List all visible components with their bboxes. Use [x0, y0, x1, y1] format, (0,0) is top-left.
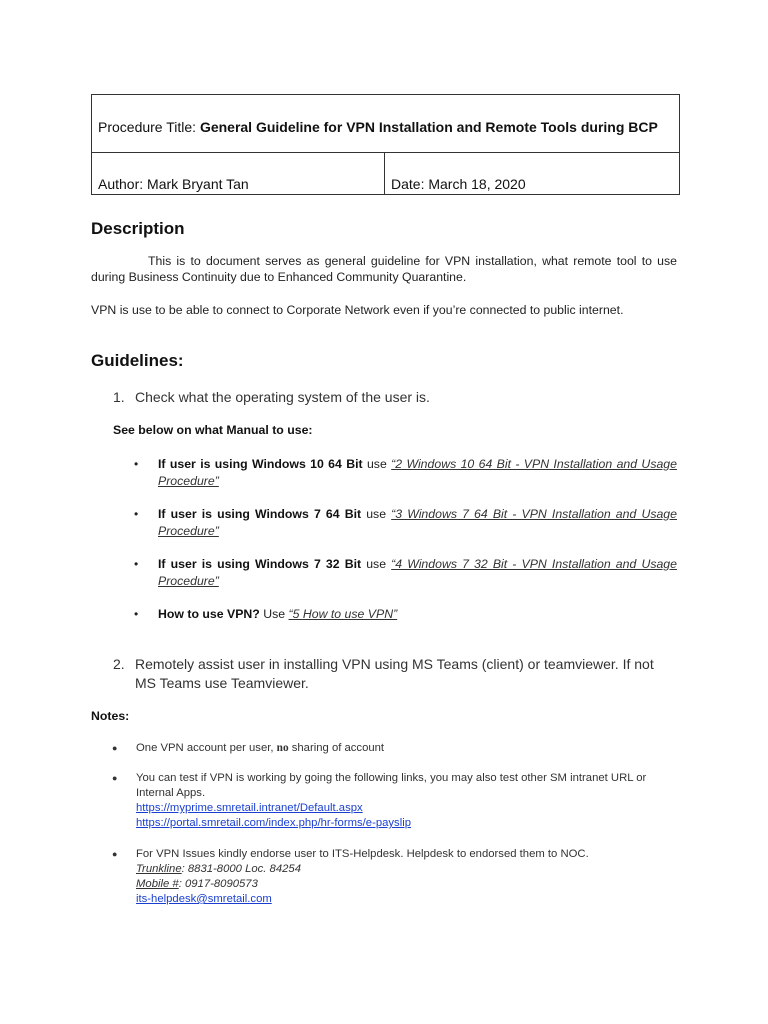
bullet-use-text: use — [361, 557, 392, 571]
date-cell: Date: March 18, 2020 — [391, 176, 526, 192]
bullet-condition: If user is using Windows 10 64 Bit — [158, 457, 363, 471]
note-2-text: You can test if VPN is working by going the following links, you may also test other SM intranet URL or Internal Apps. — [136, 772, 647, 799]
procedure-title-cell — [92, 95, 679, 153]
bullet-icon: ● — [112, 743, 118, 753]
mobile-value: : 0917-8090573 — [178, 878, 258, 890]
bullet-icon: • — [134, 607, 139, 621]
procedure-header-table — [91, 94, 680, 195]
guidelines-heading: Guidelines: — [91, 351, 184, 370]
myprime-link[interactable]: https://myprime.smretail.intranet/Default.aspx — [136, 802, 363, 814]
bullet-icon: • — [134, 457, 139, 471]
step-2-number: 2. — [113, 656, 125, 672]
bullet-use-text: Use — [259, 607, 289, 621]
step-1-number: 1. — [113, 389, 125, 405]
note-1-text: One VPN account per user, — [136, 742, 277, 754]
procedure-title-label: Procedure Title: — [98, 119, 200, 135]
step-2-text: Remotely assist user in installing VPN using MS Teams (client) or teamviewer. If not MS Teams use Teamviewer. — [135, 656, 654, 691]
procedure-title: General Guideline for VPN Installation and Remote Tools during BCP — [199, 119, 658, 135]
description-paragraph-2: VPN is use to be able to connect to Corporate Network even if you’re connected to public internet. — [91, 303, 624, 317]
bullet-use-text: use — [362, 457, 392, 471]
bullet-icon: • — [134, 507, 139, 521]
bullet-icon: • — [134, 557, 139, 571]
bullet-condition: How to use VPN? — [158, 607, 260, 621]
helpdesk-email-link[interactable]: its-helpdesk@smretail.com — [136, 893, 272, 905]
note-1-emphasis: no — [276, 742, 289, 754]
description-paragraph-1: This is to document serves as general guideline for VPN installation, what remote tool to use during Business Continuity due to Enhanced Community Quarantine. — [91, 254, 677, 284]
description-heading: Description — [91, 219, 185, 238]
trunkline-value: : 8831-8000 Loc. 84254 — [181, 863, 301, 875]
bullet-condition: If user is using Windows 7 64 Bit — [158, 507, 362, 521]
trunkline-label: Trunkline — [136, 863, 182, 875]
manual-subheading: See below on what Manual to use: — [113, 423, 313, 437]
payslip-link[interactable]: https://portal.smretail.com/index.php/hr-forms/e-payslip — [136, 817, 411, 829]
bullet-condition: If user is using Windows 7 32 Bit — [158, 557, 362, 571]
bullet-icon: ● — [112, 849, 118, 859]
notes-heading: Notes: — [91, 709, 130, 723]
manual-link-win7-32[interactable]: “4 Windows 7 32 Bit - VPN Installation and Usage Procedure” — [158, 557, 677, 588]
note-3-text: For VPN Issues kindly endorse user to ITS-Helpdesk. Helpdesk to endorsed them to NOC. — [136, 848, 589, 860]
step-1-text: Check what the operating system of the user is. — [135, 389, 430, 405]
author-cell: Author: Mark Bryant Tan — [92, 153, 385, 194]
manual-link-how-to-use-vpn[interactable]: “5 How to use VPN” — [288, 607, 398, 621]
manual-link-win10-64[interactable]: “2 Windows 10 64 Bit - VPN Installation and Usage Procedure” — [158, 457, 677, 488]
note-1-text-end: sharing of account — [288, 742, 385, 754]
bullet-icon: ● — [112, 773, 118, 783]
manual-link-win7-64[interactable]: “3 Windows 7 64 Bit - VPN Installation and Usage Procedure” — [158, 507, 677, 538]
bullet-use-text: use — [361, 507, 392, 521]
mobile-label: Mobile # — [136, 878, 179, 890]
